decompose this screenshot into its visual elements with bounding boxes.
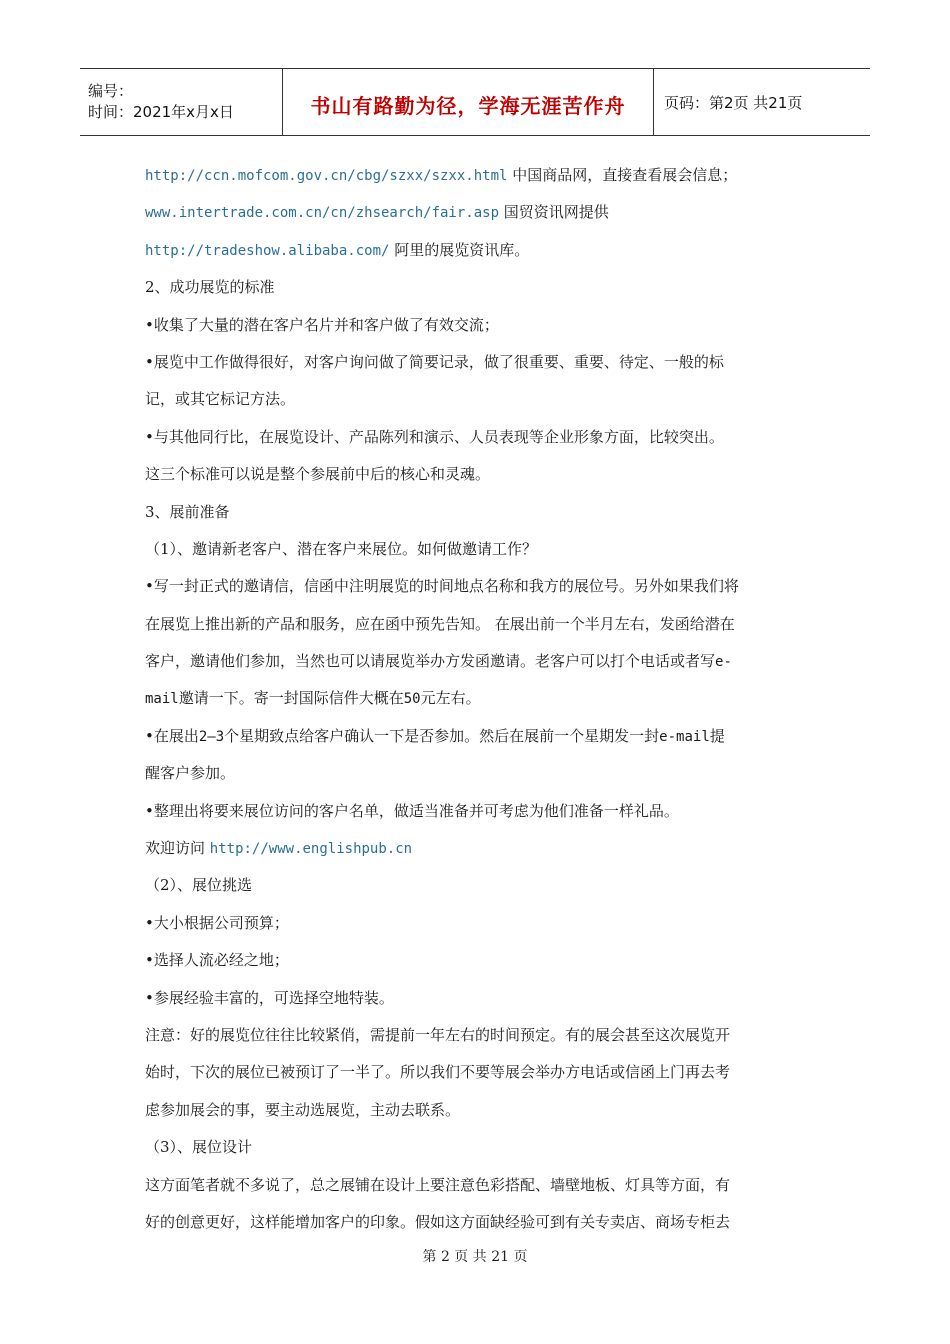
paragraph-line: 记，或其它标记方法。 [145, 390, 296, 409]
document-body [145, 157, 810, 1241]
section-heading: 3、展前准备 [145, 502, 230, 521]
document-number-label: 编号： [88, 82, 134, 100]
resource-line [145, 157, 810, 194]
bullet-item: •选择人流必经之地； [145, 951, 289, 970]
resource-line [145, 232, 810, 269]
document-time-label: 时间：2021年x月x日 [88, 103, 234, 121]
bullet-item: •整理出将要来展位访问的客户名单，做适当准备并可考虑为他们准备一样礼品。 [145, 801, 679, 820]
header-motto: 书山有路勤为径，学海无涯苦作舟 [282, 69, 654, 135]
paragraph-line [145, 643, 810, 680]
note-line: 虑参加展会的事，要主动选展览，主动去联系。 [145, 1100, 461, 1119]
paragraph-line: 这三个标准可以说是整个参展前中后的核心和灵魂。 [145, 465, 491, 484]
paragraph-line: 好的创意更好，这样能增加客户的印象。假如这方面缺经验可到有关专卖店、商场专柜去 [145, 1212, 731, 1231]
header-page-number: 页码：第2页 共21页 [664, 93, 803, 112]
subsection-heading: （1）、邀请新老客户、潜在客户来展位。如何做邀请工作？ [145, 539, 538, 558]
subsection-heading: （3）、展位设计 [145, 1138, 253, 1157]
resource-desc: 阿里的展览资讯库。 [389, 240, 530, 259]
link-alibaba-tradeshow[interactable]: http://tradeshow.alibaba.com/ [145, 242, 390, 259]
text-segment: 提 [709, 726, 725, 745]
text-segment: •在展出 [145, 726, 199, 745]
text-segment: 邀请一下。寄一封国际信件大概在 [178, 689, 404, 708]
link-ccn[interactable]: http://ccn.mofcom.gov.cn/cbg/szxx/szxx.html [145, 168, 508, 184]
text-segment: 元左右。 [420, 689, 481, 708]
resource-desc: 中国商品网，直接查看展会信息； [507, 166, 738, 184]
bullet-item: •收集了大量的潜在客户名片并和客户做了有效交流； [145, 315, 499, 334]
section-heading: 2、成功展览的标准 [145, 278, 275, 297]
bullet-item: •与其他同行比，在展览设计、产品陈列和演示、人员表现等企业形象方面，比较突出。 [145, 427, 724, 446]
bullet-item: •参展经验丰富的，可选择空地特装。 [145, 988, 394, 1007]
bullet-item: •写一封正式的邀请信，信函中注明展览的时间地点名称和我方的展位号。另外如果我们将 [145, 577, 739, 596]
welcome-text: 欢迎访问 [145, 839, 210, 858]
bullet-item: •展览中工作做得很好，对客户询问做了简要记录，做了很重要、重要、待定、一般的标 [145, 352, 724, 371]
note-line: 始时，下次的展位已被预订了一半了。所以我们不要等展会举办方电话或信函上门再去考 [145, 1063, 731, 1082]
text-segment: mail [145, 691, 179, 708]
text-segment: e-mail [659, 728, 710, 745]
text-segment: e- [715, 654, 732, 671]
paragraph-line: 醒客户参加。 [145, 764, 236, 783]
note-line: 注意：好的展览位往往比较紧俏，需提前一年左右的时间预定。有的展会甚至这次展览开 [145, 1025, 731, 1044]
resource-line [145, 194, 810, 231]
text-segment: 50 [403, 691, 421, 708]
bullet-item: •大小根据公司预算； [145, 913, 289, 932]
text-segment: 个星期致点给客户确认一下是否参加。然后在展前一个星期发一封 [224, 726, 660, 745]
link-englishpub[interactable]: http://www.englishpub.cn [209, 841, 413, 858]
resource-desc: 国贸资讯网提供 [499, 203, 609, 222]
text-segment: 2—3 [198, 728, 225, 745]
text-segment: 客户，邀请他们参加，当然也可以请展览举办方发函邀请。老客户可以打个电话或者写 [145, 652, 716, 671]
paragraph-line [145, 680, 810, 717]
subsection-heading: （2）、展位挑选 [145, 876, 253, 895]
page-footer: 第 2 页 共 21 页 [422, 1249, 528, 1265]
header-meta [80, 69, 282, 135]
page-header [80, 68, 870, 136]
link-intertrade[interactable]: www.intertrade.com.cn/cn/zhsearch/fair.asp [145, 205, 500, 222]
paragraph-line: 在展览上推出新的产品和服务，应在函中预先告知。 在展出前一个半月左右，发函给潜在 [145, 614, 735, 633]
bullet-item [145, 718, 810, 755]
paragraph-line: 这方面笔者就不多说了，总之展铺在设计上要注意色彩搭配、墙壁地板、灯具等方面，有 [145, 1175, 731, 1194]
welcome-line [145, 830, 810, 867]
